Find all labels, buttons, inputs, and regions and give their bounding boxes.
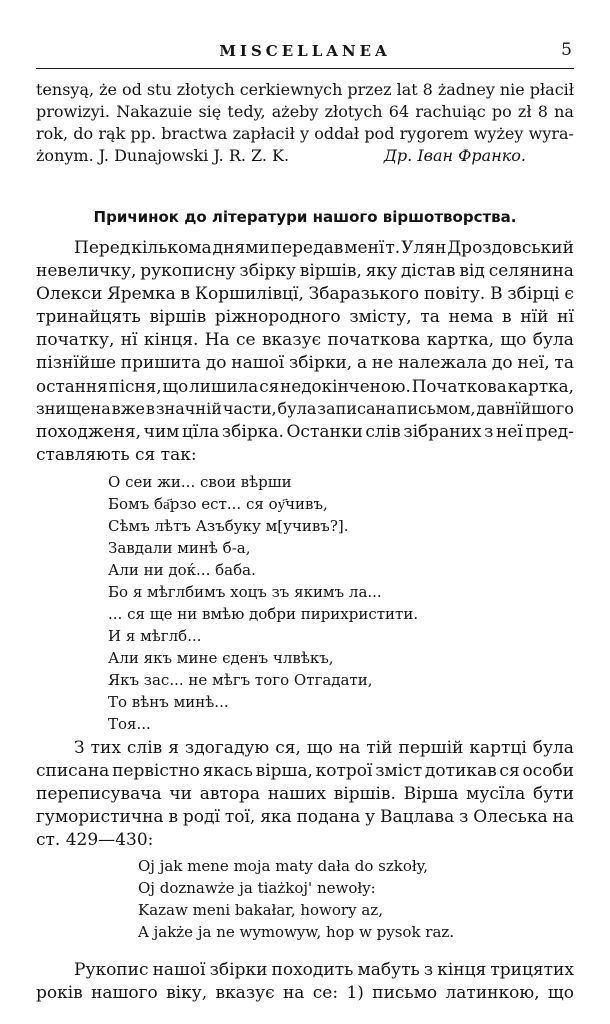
author-signature: Др. Іван Франко. bbox=[383, 146, 526, 165]
text-line bbox=[36, 422, 574, 442]
word: przez bbox=[347, 80, 392, 99]
word: гумористична bbox=[36, 807, 164, 827]
text-line bbox=[36, 124, 574, 143]
word: змісту, bbox=[349, 307, 412, 327]
verse-line: Бо я мѣглбимъ хоцъ зъ якимъ ла... bbox=[108, 583, 382, 601]
text-line: ст. 429—430: bbox=[36, 830, 154, 850]
word: prowizyi. bbox=[36, 102, 111, 121]
word: яка bbox=[260, 807, 292, 827]
running-title: MISCELLANEA bbox=[219, 42, 391, 60]
word: збірка. bbox=[221, 422, 284, 442]
word: що bbox=[306, 738, 333, 758]
word: була bbox=[532, 738, 574, 758]
text-line bbox=[36, 307, 574, 327]
page-header bbox=[36, 40, 574, 64]
word: лишила bbox=[189, 376, 259, 396]
word: з bbox=[459, 807, 469, 827]
word: Коршилівцї, bbox=[194, 284, 304, 304]
word: nie bbox=[499, 80, 525, 99]
word: rachuiąc bbox=[415, 102, 486, 121]
word: oddał bbox=[314, 124, 360, 143]
word: чим bbox=[143, 422, 180, 442]
text-line bbox=[36, 983, 574, 1003]
word: збірки bbox=[209, 960, 268, 980]
word: первістно bbox=[112, 761, 200, 781]
word: tedy, bbox=[227, 102, 266, 121]
word: нїй bbox=[520, 307, 549, 327]
word: вказує bbox=[261, 330, 322, 350]
word: а bbox=[356, 353, 368, 373]
word: з bbox=[423, 960, 434, 980]
word: дотикав bbox=[424, 761, 497, 781]
word: трицятих bbox=[490, 960, 574, 980]
verse-line: Якъ зас... не мѣгъ того Отгадати, bbox=[108, 671, 373, 689]
word: на bbox=[552, 807, 574, 827]
verse-line: И я мѣглб... bbox=[108, 627, 202, 645]
word: ся bbox=[259, 376, 280, 396]
word: że bbox=[99, 80, 117, 99]
word: Яремка bbox=[107, 284, 176, 304]
word: pod bbox=[364, 124, 395, 143]
word: zapłacił bbox=[232, 124, 295, 143]
text-line bbox=[36, 761, 574, 781]
word: остання bbox=[36, 376, 108, 396]
word: y bbox=[299, 124, 310, 143]
word: се: bbox=[312, 983, 339, 1003]
word: значній bbox=[155, 399, 222, 418]
word: zł bbox=[517, 102, 532, 121]
latin-verse-line: Oj doznawże ja tiażkoj' newoły: bbox=[138, 879, 376, 897]
word: cerkiewnych bbox=[239, 80, 343, 99]
text-line bbox=[36, 807, 574, 827]
word: тринайцять bbox=[36, 307, 141, 327]
word: пред- bbox=[525, 422, 574, 442]
text-line bbox=[36, 102, 574, 121]
word: na bbox=[554, 102, 574, 121]
word: тої, bbox=[224, 807, 256, 827]
word: записана bbox=[317, 399, 396, 418]
word: недокінченою. bbox=[280, 376, 411, 396]
text-line bbox=[36, 261, 574, 281]
word: картка, bbox=[507, 376, 574, 396]
word: вірша, bbox=[255, 761, 313, 781]
word: віршів bbox=[149, 307, 207, 327]
word: rok, bbox=[36, 124, 69, 143]
word: збірці bbox=[507, 284, 560, 304]
word: початку, bbox=[36, 330, 115, 350]
word: мабуть bbox=[357, 960, 420, 980]
word: bractwa bbox=[161, 124, 228, 143]
header-rule bbox=[36, 68, 574, 69]
word: неї, bbox=[517, 353, 550, 373]
word: віршів. bbox=[333, 784, 396, 804]
word: та bbox=[554, 353, 574, 373]
word: дістав bbox=[400, 261, 456, 281]
word: wyżey bbox=[473, 124, 524, 143]
word: 8 bbox=[422, 80, 433, 99]
word: pp. bbox=[130, 124, 157, 143]
word: 8 bbox=[537, 102, 548, 121]
word: Рукопис bbox=[74, 960, 149, 980]
word: stu bbox=[146, 80, 172, 99]
word: нашої bbox=[152, 960, 206, 980]
word: кінця bbox=[437, 960, 487, 980]
word: селянина bbox=[488, 261, 574, 281]
latin-verse-line: Oj jak mene moja maty dała do szkoły, bbox=[138, 857, 428, 875]
word: ся bbox=[499, 761, 520, 781]
article-heading: Причинок до літератури нашого віршотворства. bbox=[93, 208, 517, 226]
word: Олеська bbox=[473, 807, 548, 827]
verse-line: Али ни доќ... баба. bbox=[108, 561, 256, 579]
word: тих bbox=[90, 738, 121, 758]
word: повіту. bbox=[423, 284, 486, 304]
word: днями bbox=[212, 238, 270, 258]
word: на bbox=[282, 983, 305, 1003]
text-line bbox=[36, 284, 574, 304]
word: się bbox=[198, 102, 222, 121]
word: яку bbox=[365, 261, 398, 281]
word: латинкою, bbox=[445, 983, 540, 1003]
word: від bbox=[459, 261, 485, 281]
word: письмо bbox=[372, 983, 438, 1003]
word: передав bbox=[270, 238, 344, 258]
word: в bbox=[180, 284, 191, 304]
word: Останки bbox=[286, 422, 363, 442]
word: автора bbox=[199, 784, 261, 804]
word: на bbox=[338, 738, 361, 758]
word: кількома bbox=[131, 238, 212, 258]
word: т. bbox=[385, 238, 401, 258]
word: якась bbox=[202, 761, 253, 781]
word: В bbox=[490, 284, 503, 304]
verse-line: О сеи жи... свои вѣрши bbox=[108, 473, 292, 491]
word: віршів, bbox=[299, 261, 362, 281]
word: po bbox=[491, 102, 512, 121]
word: збірку bbox=[239, 261, 296, 281]
word: Збаразького bbox=[308, 284, 420, 304]
word: письмом, bbox=[396, 399, 476, 418]
verse-line: То вѣнъ минѣ... bbox=[108, 693, 229, 711]
word: в bbox=[168, 807, 179, 827]
word: Дроздовський bbox=[447, 238, 574, 258]
word: неї bbox=[496, 422, 523, 442]
signature-line bbox=[36, 146, 574, 165]
latin-verse-line: A jakże ja ne wymowyw, hop w pysok raz. bbox=[138, 923, 455, 941]
word: кінця. bbox=[143, 330, 199, 350]
word: знищена bbox=[36, 399, 111, 418]
text-line bbox=[74, 238, 574, 258]
text-line bbox=[74, 738, 574, 758]
word: зміст bbox=[375, 761, 423, 781]
word: здогадую bbox=[184, 738, 270, 758]
word: віку, bbox=[166, 983, 208, 1003]
text-line bbox=[36, 353, 574, 373]
word: нашого bbox=[91, 983, 158, 1003]
word: пізнїйше bbox=[36, 353, 117, 373]
word: Початкова bbox=[411, 376, 507, 396]
word: 64 bbox=[388, 102, 410, 121]
word: є bbox=[564, 284, 574, 304]
word: мусїла bbox=[466, 784, 526, 804]
word: rąk bbox=[98, 124, 126, 143]
word: lat bbox=[396, 80, 418, 99]
text-line bbox=[36, 80, 574, 99]
word: чи bbox=[169, 784, 192, 804]
word: ażeby bbox=[271, 102, 319, 121]
word: се bbox=[236, 330, 256, 350]
word: менї bbox=[344, 238, 385, 258]
word: переписувача bbox=[36, 784, 162, 804]
word: картка, bbox=[426, 330, 494, 350]
word: бути bbox=[533, 784, 574, 804]
word: od bbox=[121, 80, 142, 99]
word: Nakazuie bbox=[116, 102, 193, 121]
word: нї bbox=[557, 307, 574, 327]
word: rygorem bbox=[399, 124, 469, 143]
word: На bbox=[204, 330, 230, 350]
word: в bbox=[502, 307, 512, 327]
word: була bbox=[532, 330, 574, 350]
word: подана bbox=[296, 807, 361, 827]
word: картці bbox=[469, 738, 527, 758]
word: Вацлава bbox=[380, 807, 455, 827]
word: у bbox=[365, 807, 376, 827]
word: була bbox=[277, 399, 317, 418]
word: тій bbox=[366, 738, 393, 758]
word: tensyą, bbox=[36, 80, 95, 99]
word: особи bbox=[522, 761, 574, 781]
word: 1) bbox=[346, 983, 364, 1003]
verse-line: Бомъ ба҃рзо ест... ся оу҃чивъ, bbox=[108, 495, 328, 513]
word: wyra- bbox=[528, 124, 574, 143]
word: першій bbox=[398, 738, 464, 758]
verse-line: Сѣмъ лѣтъ Азъбуку м[учивъ?]. bbox=[108, 517, 349, 535]
word: що bbox=[547, 983, 574, 1003]
word: ріжнородного bbox=[214, 307, 341, 327]
word: я bbox=[168, 738, 179, 758]
verse-line: Завдали минѣ б-а, bbox=[108, 539, 251, 557]
latin-verse-line: Kazaw meni bakałar, howory az, bbox=[138, 901, 383, 919]
word: наших bbox=[267, 784, 327, 804]
text-line: ставляють ся так: bbox=[36, 445, 197, 465]
word: Перед bbox=[74, 238, 131, 258]
word: Олекси bbox=[36, 284, 103, 304]
document-citation: żonym. J. Dunajowski J. R. Z. K. bbox=[36, 146, 290, 165]
word: котрої bbox=[315, 761, 373, 781]
word: слів bbox=[126, 738, 163, 758]
word: до bbox=[491, 353, 513, 373]
word: пришита bbox=[120, 353, 202, 373]
word: в bbox=[145, 399, 155, 418]
word: złotych bbox=[176, 80, 235, 99]
word: З bbox=[74, 738, 85, 758]
word: żadney bbox=[437, 80, 495, 99]
word: слів bbox=[365, 422, 401, 442]
word: що bbox=[162, 376, 189, 396]
verse-line: ... ся ще ни вмѣю добри пирихристити. bbox=[108, 605, 419, 623]
word: ся, bbox=[275, 738, 301, 758]
word: do bbox=[73, 124, 94, 143]
word: złotych bbox=[324, 102, 383, 121]
word: давнїйшого bbox=[476, 399, 574, 418]
word: походженя, bbox=[36, 422, 142, 442]
word: зібраних bbox=[403, 422, 482, 442]
text-line bbox=[36, 784, 574, 804]
word: родї bbox=[182, 807, 220, 827]
word: початкова bbox=[327, 330, 421, 350]
word: з bbox=[484, 422, 494, 442]
word: płacił bbox=[529, 80, 574, 99]
text-line bbox=[36, 376, 574, 396]
page-number: 5 bbox=[561, 40, 572, 60]
word: цїла bbox=[182, 422, 220, 442]
word: не bbox=[371, 353, 394, 373]
word: збірки, bbox=[289, 353, 353, 373]
word: вказує bbox=[215, 983, 275, 1003]
word: років bbox=[36, 983, 83, 1003]
text-line bbox=[36, 399, 574, 418]
word: списана bbox=[36, 761, 110, 781]
word: невеличку, bbox=[36, 261, 137, 281]
word: вже bbox=[111, 399, 145, 418]
word: походить bbox=[271, 960, 354, 980]
word: та bbox=[420, 307, 440, 327]
word: належала bbox=[398, 353, 488, 373]
word: Улян bbox=[401, 238, 447, 258]
word: до bbox=[205, 353, 227, 373]
verse-line: Али якъ мине єденъ члвѣкъ, bbox=[108, 649, 334, 667]
text-line bbox=[36, 330, 574, 350]
text-line bbox=[74, 960, 574, 980]
word: нашої bbox=[231, 353, 285, 373]
word: части, bbox=[222, 399, 277, 418]
word: пісня, bbox=[108, 376, 162, 396]
word: рукописну bbox=[140, 261, 236, 281]
word: Вірша bbox=[403, 784, 459, 804]
word: що bbox=[500, 330, 527, 350]
verse-line: Тоя... bbox=[108, 715, 151, 733]
word: нема bbox=[448, 307, 494, 327]
word: нї bbox=[120, 330, 138, 350]
